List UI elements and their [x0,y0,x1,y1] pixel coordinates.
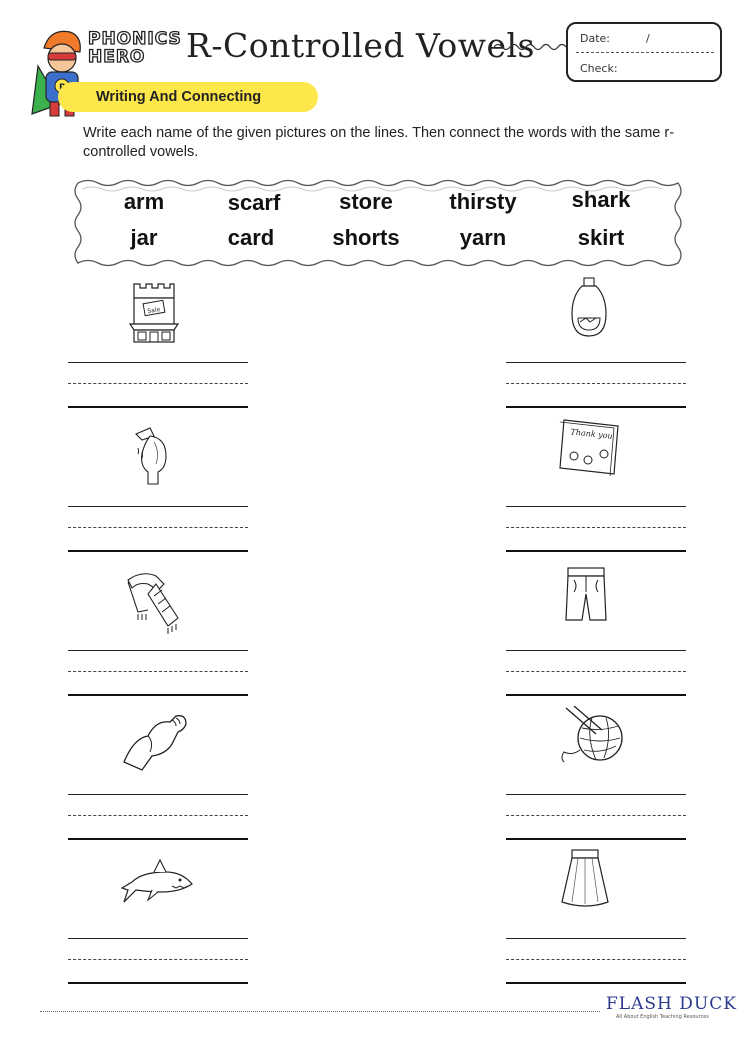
shorts-icon [564,564,608,626]
writing-line-top [68,362,248,363]
brand-line2: HERO [88,47,146,67]
writing-line-base[interactable] [506,406,686,408]
brand-logo [88,30,180,74]
section-subtitle: Writing And Connecting [96,89,262,105]
writing-line-top [506,650,686,651]
writing-line-top [506,938,686,939]
writing-line-mid [506,383,686,384]
writing-line-mid [506,815,686,816]
word-card: card [227,225,275,250]
jar-icon [570,276,608,340]
writing-line-base[interactable] [68,406,248,408]
writing-line-base[interactable] [506,550,686,552]
word-yarn: yarn [459,225,507,250]
writing-line-mid [506,671,686,672]
thank-you-card-icon [556,418,622,476]
skirt-icon [560,848,610,910]
writing-line-base[interactable] [68,550,248,552]
writing-line-top [506,362,686,363]
instructions: Write each name of the given pictures on the lines. Then connect the words with the same r-controlled vowels. [83,125,675,160]
word-scarf: scarf [227,190,281,215]
word-shorts: shorts [332,225,400,250]
store-sign-text: Sale [146,306,161,316]
word-thirsty: thirsty [449,189,517,214]
card-text: Thank you [570,427,614,441]
date-label: Date: [580,32,610,45]
decorative-squiggle [494,40,568,54]
footer-divider [40,1011,600,1012]
flash-duck-logo: FLASH DUCK [606,994,737,1014]
writing-line-mid [506,527,686,528]
writing-line-mid [68,527,248,528]
writing-line-mid [68,815,248,816]
yarn-ball-icon [556,706,628,764]
writing-line-top [68,506,248,507]
page-title: R-Controlled Vowels [186,26,535,65]
writing-line-mid [68,671,248,672]
writing-line-base[interactable] [68,982,248,984]
writing-line-top [68,650,248,651]
date-check-box [566,22,722,82]
writing-line-base[interactable] [506,838,686,840]
check-label: Check: [580,62,618,75]
word-arm: arm [123,189,165,214]
word-shark: shark [571,187,631,212]
date-separator: / [646,32,650,45]
date-divider [576,52,714,53]
writing-line-base[interactable] [506,694,686,696]
writing-line-top [68,938,248,939]
writing-line-base[interactable] [68,838,248,840]
writing-line-base[interactable] [68,694,248,696]
brand-line1: PHONICS [88,29,182,49]
word-skirt: skirt [577,225,625,250]
store-icon [128,280,180,344]
word-bank [72,177,692,267]
thirsty-person-icon [130,422,174,486]
writing-line-base[interactable] [506,982,686,984]
shark-icon [118,858,194,908]
writing-line-mid [506,959,686,960]
arm-muscle-icon [120,712,188,774]
writing-line-mid [68,959,248,960]
word-jar: jar [130,225,158,250]
scarf-icon [124,570,188,636]
word-store: store [339,189,393,214]
writing-line-top [506,794,686,795]
writing-line-top [506,506,686,507]
writing-line-top [68,794,248,795]
writing-line-mid [68,383,248,384]
logo-tagline: All About English Teaching Resources [616,1014,709,1020]
